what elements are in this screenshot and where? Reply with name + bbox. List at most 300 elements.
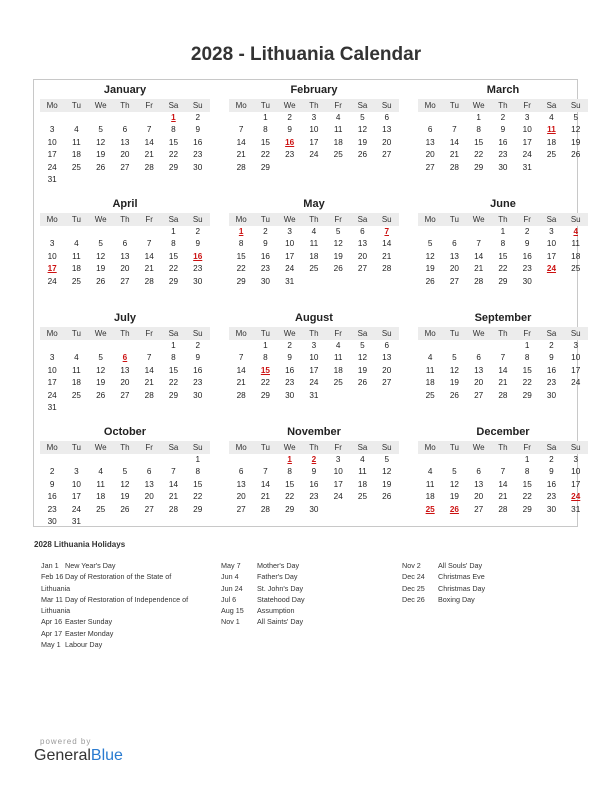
empty-day-cell <box>64 112 88 124</box>
holiday-day-cell: 2 <box>311 455 317 464</box>
day-cell: 4 <box>335 341 341 350</box>
day-cell: 22 <box>260 150 270 160</box>
day-cell: 7 <box>238 125 244 135</box>
powered-by-label: powered by <box>40 737 92 746</box>
empty-day-cell <box>229 340 253 352</box>
day-cell: 14 <box>382 239 392 249</box>
week-row <box>40 340 210 352</box>
weekday-label: Sa <box>168 329 179 338</box>
holiday-date: Apr 17 <box>41 628 63 638</box>
day-cell: 14 <box>260 479 270 489</box>
month-january <box>40 82 210 194</box>
day-cell: 18 <box>357 479 368 489</box>
weekday-label: Sa <box>546 329 557 338</box>
week-row <box>229 251 399 263</box>
empty-day-cell <box>40 226 64 238</box>
weekday-header <box>40 99 210 112</box>
empty-day-cell <box>350 390 374 402</box>
day-cell: 2 <box>49 467 55 477</box>
day-cell: 23 <box>522 264 532 274</box>
generalblue-logo[interactable] <box>34 747 123 765</box>
month-name: September <box>474 312 532 324</box>
day-cell: 6 <box>360 227 365 236</box>
day-cell: 30 <box>522 276 532 286</box>
empty-day-cell <box>326 162 350 174</box>
week-row <box>418 226 588 238</box>
day-cell: 28 <box>260 504 270 514</box>
day-cell: 5 <box>335 227 341 236</box>
day-cell: 20 <box>474 492 484 502</box>
weekday-label: Sa <box>546 215 557 224</box>
weekday-header <box>418 441 588 454</box>
day-cell: 24 <box>285 264 295 274</box>
empty-day-cell <box>186 174 210 186</box>
holiday-date: Nov 2 <box>402 561 421 570</box>
month-august <box>229 310 399 422</box>
month-name: October <box>103 426 147 438</box>
weekday-header <box>418 327 588 340</box>
day-cell: 17 <box>333 479 343 489</box>
day-cell: 21 <box>498 378 508 388</box>
day-cell: 26 <box>120 504 130 514</box>
day-cell: 20 <box>120 378 130 388</box>
day-cell: 2 <box>195 113 200 122</box>
month-name: August <box>295 312 333 324</box>
day-cell: 15 <box>168 365 179 375</box>
empty-day-cell <box>491 340 515 352</box>
day-cell: 26 <box>96 162 106 172</box>
day-cell: 16 <box>285 365 295 375</box>
day-cell: 26 <box>96 276 106 286</box>
day-cell: 10 <box>571 467 581 477</box>
week-row <box>40 402 210 414</box>
day-cell: 10 <box>333 467 343 477</box>
day-cell: 27 <box>120 162 130 172</box>
day-cell: 12 <box>425 251 435 261</box>
empty-day-cell <box>113 112 137 124</box>
day-cell: 1 <box>263 341 268 350</box>
day-cell: 22 <box>168 378 179 388</box>
day-cell: 28 <box>236 162 246 172</box>
empty-day-cell <box>539 162 563 174</box>
day-cell: 30 <box>193 162 203 172</box>
day-cell: 11 <box>425 365 435 375</box>
empty-day-cell <box>229 454 253 466</box>
week-row <box>229 226 399 238</box>
day-cell: 11 <box>72 365 81 375</box>
day-cell: 9 <box>195 239 200 249</box>
day-cell: 25 <box>333 150 343 160</box>
day-cell: 2 <box>524 227 530 236</box>
day-cell: 10 <box>309 125 319 135</box>
week-row <box>40 352 210 364</box>
day-cell: 2 <box>287 113 292 122</box>
day-cell: 30 <box>285 390 295 400</box>
day-cell: 11 <box>72 137 81 147</box>
weekday-label: Mo <box>235 215 247 224</box>
day-cell: 3 <box>335 455 341 464</box>
day-cell: 17 <box>309 137 319 147</box>
day-cell: 23 <box>546 492 557 502</box>
holiday-day-cell: 1 <box>171 113 176 122</box>
day-cell: 18 <box>96 492 106 502</box>
day-cell: 17 <box>546 251 557 261</box>
weekday-label: Su <box>192 329 203 338</box>
day-cell: 19 <box>382 479 392 489</box>
day-cell: 2 <box>500 113 506 122</box>
holiday-entry <box>402 571 552 582</box>
day-cell: 30 <box>47 516 57 526</box>
day-cell: 9 <box>263 239 268 249</box>
day-cell: 25 <box>309 264 319 274</box>
weekday-label: We <box>472 101 485 110</box>
week-row <box>40 263 210 275</box>
day-cell: 4 <box>427 353 433 363</box>
weekday-label: We <box>94 329 107 338</box>
day-cell: 6 <box>122 239 128 249</box>
month-march <box>418 82 588 194</box>
day-cell: 13 <box>357 239 368 249</box>
holiday-date: Nov 1 <box>221 617 240 627</box>
day-cell: 23 <box>546 378 557 388</box>
weekday-label: Mo <box>424 329 436 338</box>
day-cell: 19 <box>449 492 459 502</box>
empty-day-cell <box>253 454 277 466</box>
weekday-label: Mo <box>235 101 247 110</box>
day-cell: 15 <box>236 251 246 261</box>
day-cell: 21 <box>382 251 392 261</box>
week-row <box>229 238 399 250</box>
holidays-title: 2028 Lithuania Holidays <box>34 540 126 549</box>
day-cell: 3 <box>49 125 55 135</box>
day-cell: 27 <box>236 504 246 514</box>
day-cell: 24 <box>47 276 57 286</box>
week-row <box>418 162 588 174</box>
day-cell: 8 <box>524 467 530 477</box>
day-cell: 31 <box>71 516 81 526</box>
day-cell: 3 <box>311 113 317 122</box>
empty-day-cell <box>442 112 466 124</box>
weekday-label: We <box>472 443 485 452</box>
day-cell: 3 <box>287 227 292 236</box>
day-cell: 25 <box>333 378 343 388</box>
empty-day-cell <box>326 504 350 516</box>
day-cell: 18 <box>309 251 319 261</box>
month-name: May <box>303 198 325 210</box>
day-cell: 10 <box>47 365 57 375</box>
week-row <box>418 454 588 466</box>
day-cell: 27 <box>382 150 392 160</box>
day-cell: 23 <box>498 150 508 160</box>
day-cell: 27 <box>120 390 130 400</box>
day-cell: 18 <box>71 264 81 274</box>
weekday-label: Tu <box>260 215 270 224</box>
day-cell: 1 <box>476 113 481 122</box>
day-cell: 7 <box>476 239 481 249</box>
day-cell: 3 <box>573 455 578 464</box>
day-cell: 20 <box>120 264 130 274</box>
weekday-label: Tu <box>71 443 81 452</box>
day-cell: 28 <box>168 504 179 514</box>
day-cell: 20 <box>474 378 484 388</box>
day-cell: 9 <box>549 467 554 477</box>
empty-day-cell <box>113 516 137 528</box>
day-cell: 6 <box>238 467 244 477</box>
month-april <box>40 196 210 308</box>
day-cell: 20 <box>449 264 459 274</box>
weekday-label: We <box>472 329 485 338</box>
day-cell: 22 <box>285 492 295 502</box>
day-cell: 13 <box>120 137 130 147</box>
day-cell: 5 <box>98 353 103 363</box>
weekday-label: Sa <box>357 101 368 110</box>
day-cell: 5 <box>360 113 365 122</box>
day-cell: 26 <box>382 492 392 502</box>
day-cell: 16 <box>522 251 532 261</box>
weekday-label: Su <box>570 443 581 452</box>
weekday-label: Th <box>498 329 508 338</box>
day-cell: 23 <box>193 264 203 274</box>
holiday-date: Dec 25 <box>402 583 425 593</box>
day-cell: 16 <box>546 365 557 375</box>
day-cell: 11 <box>358 467 367 477</box>
empty-day-cell <box>137 340 161 352</box>
day-cell: 17 <box>571 479 581 489</box>
month-name: June <box>490 198 516 210</box>
day-cell: 10 <box>309 353 319 363</box>
day-cell: 13 <box>474 479 484 489</box>
day-cell: 20 <box>236 492 246 502</box>
holiday-list-column <box>221 560 371 628</box>
day-cell: 3 <box>49 239 55 249</box>
day-cell: 13 <box>120 365 130 375</box>
empty-day-cell <box>40 340 64 352</box>
day-cell: 14 <box>474 251 484 261</box>
week-row <box>418 377 588 389</box>
weekday-label: Mo <box>46 443 58 452</box>
day-cell: 21 <box>474 264 484 274</box>
weekday-label: Tu <box>449 443 459 452</box>
empty-day-cell <box>350 504 374 516</box>
day-cell: 10 <box>47 251 57 261</box>
day-cell: 31 <box>522 162 532 172</box>
weekday-label: Th <box>498 215 508 224</box>
day-cell: 27 <box>357 264 368 274</box>
month-october <box>40 424 210 536</box>
empty-day-cell <box>186 402 210 414</box>
day-cell: 1 <box>500 227 506 236</box>
calendar-grid <box>33 79 581 527</box>
day-cell: 13 <box>382 353 392 363</box>
week-row <box>40 365 210 377</box>
day-cell: 25 <box>546 150 557 160</box>
weekday-label: Tu <box>449 101 459 110</box>
holiday-day-cell: 16 <box>285 137 295 147</box>
day-cell: 17 <box>309 365 319 375</box>
day-cell: 15 <box>522 365 532 375</box>
day-cell: 4 <box>549 113 554 122</box>
month-name: February <box>290 84 338 96</box>
day-cell: 18 <box>333 137 343 147</box>
day-cell: 21 <box>498 492 508 502</box>
empty-day-cell <box>467 454 491 466</box>
empty-day-cell <box>326 276 350 288</box>
week-row <box>418 238 588 250</box>
day-cell: 14 <box>168 479 179 489</box>
empty-day-cell <box>418 340 442 352</box>
day-cell: 28 <box>498 390 508 400</box>
day-cell: 8 <box>171 239 176 249</box>
holiday-name: Assumption <box>257 606 295 616</box>
day-cell: 12 <box>357 353 368 363</box>
week-row <box>418 491 588 503</box>
day-cell: 12 <box>96 365 106 375</box>
day-cell: 19 <box>357 137 368 147</box>
week-row <box>40 276 210 288</box>
week-row <box>40 491 210 503</box>
day-cell: 19 <box>333 251 343 261</box>
day-cell: 28 <box>449 162 459 172</box>
day-cell: 21 <box>236 150 246 160</box>
week-row <box>40 479 210 491</box>
empty-day-cell <box>89 454 113 466</box>
empty-day-cell <box>113 454 137 466</box>
empty-day-cell <box>564 162 588 174</box>
day-cell: 13 <box>382 125 392 135</box>
day-cell: 13 <box>120 251 130 261</box>
day-cell: 14 <box>144 365 154 375</box>
day-cell: 22 <box>193 492 203 502</box>
weekday-header <box>229 213 399 226</box>
day-cell: 12 <box>96 137 106 147</box>
day-cell: 22 <box>522 378 532 388</box>
day-cell: 10 <box>47 137 57 147</box>
weekday-label: Th <box>309 329 319 338</box>
weekday-label: Sa <box>357 443 368 452</box>
holiday-name: Father's Day <box>257 572 298 582</box>
day-cell: 21 <box>449 150 459 160</box>
day-cell: 22 <box>168 150 179 160</box>
weekday-label: Fr <box>523 443 531 452</box>
day-cell: 7 <box>146 125 152 135</box>
day-cell: 28 <box>498 504 508 514</box>
holiday-entry <box>41 594 206 605</box>
day-cell: 14 <box>498 365 508 375</box>
empty-day-cell <box>302 162 326 174</box>
weekday-label: Fr <box>523 215 531 224</box>
day-cell: 26 <box>357 378 368 388</box>
week-row <box>229 124 399 136</box>
holiday-list-column <box>402 560 552 605</box>
week-row <box>40 137 210 149</box>
weekday-label: Sa <box>546 443 557 452</box>
day-cell: 30 <box>193 276 203 286</box>
day-cell: 26 <box>571 150 581 160</box>
holiday-entry <box>41 616 206 627</box>
weekday-label: Th <box>498 443 508 452</box>
weekday-label: We <box>94 443 107 452</box>
weekday-label: Mo <box>46 101 58 110</box>
day-cell: 31 <box>309 390 319 400</box>
holiday-day-cell: 1 <box>287 455 292 464</box>
week-row <box>40 149 210 161</box>
week-row <box>229 137 399 149</box>
day-cell: 24 <box>309 378 319 388</box>
day-cell: 4 <box>360 455 365 464</box>
holiday-date: May 1 <box>41 640 61 650</box>
empty-day-cell <box>161 454 185 466</box>
weekday-label: Fr <box>145 101 153 110</box>
day-cell: 1 <box>195 455 200 464</box>
day-cell: 4 <box>311 227 317 236</box>
weekday-label: We <box>94 101 107 110</box>
holiday-day-cell: 16 <box>193 251 203 261</box>
day-cell: 15 <box>193 479 203 489</box>
day-cell: 9 <box>195 353 200 363</box>
weekday-label: Su <box>570 215 581 224</box>
holiday-day-cell: 15 <box>260 365 270 375</box>
weekday-label: Th <box>120 443 130 452</box>
holiday-entry <box>221 616 371 627</box>
day-cell: 27 <box>144 504 154 514</box>
day-cell: 8 <box>476 125 481 135</box>
week-row <box>40 174 210 186</box>
weekday-label: Su <box>570 329 581 338</box>
holiday-date: Dec 24 <box>402 572 425 582</box>
day-cell: 30 <box>193 390 203 400</box>
weekday-label: Mo <box>424 101 436 110</box>
weekday-label: Su <box>192 443 203 452</box>
holiday-name: Easter Monday <box>65 628 114 638</box>
day-cell: 28 <box>474 276 484 286</box>
holiday-date: Dec 26 <box>402 594 425 604</box>
weekday-header <box>229 99 399 112</box>
empty-day-cell <box>564 390 588 402</box>
weekday-label: Tu <box>71 329 81 338</box>
day-cell: 15 <box>260 137 270 147</box>
day-cell: 5 <box>452 353 457 363</box>
day-cell: 14 <box>144 251 154 261</box>
weekday-label: Su <box>192 101 203 110</box>
day-cell: 17 <box>571 365 581 375</box>
weekday-label: Tu <box>260 101 270 110</box>
week-row <box>418 149 588 161</box>
day-cell: 6 <box>384 341 389 350</box>
week-row <box>229 352 399 364</box>
day-cell: 19 <box>425 264 435 274</box>
weekday-label: Su <box>381 443 392 452</box>
holiday-day-cell: 7 <box>384 227 389 236</box>
day-cell: 16 <box>498 137 508 147</box>
weekday-label: Sa <box>168 443 179 452</box>
day-cell: 9 <box>287 353 292 363</box>
weekday-label: Th <box>309 215 319 224</box>
day-cell: 19 <box>96 150 106 160</box>
day-cell: 31 <box>285 276 295 286</box>
day-cell: 10 <box>285 239 295 249</box>
day-cell: 24 <box>47 390 57 400</box>
day-cell: 15 <box>498 251 508 261</box>
day-cell: 8 <box>195 467 200 477</box>
weekday-label: Th <box>498 101 508 110</box>
day-cell: 9 <box>524 239 530 249</box>
empty-day-cell <box>442 226 466 238</box>
weekday-label: Sa <box>357 215 368 224</box>
weekday-label: Su <box>381 329 392 338</box>
day-cell: 30 <box>546 504 557 514</box>
month-name: April <box>112 198 138 210</box>
week-row <box>40 226 210 238</box>
